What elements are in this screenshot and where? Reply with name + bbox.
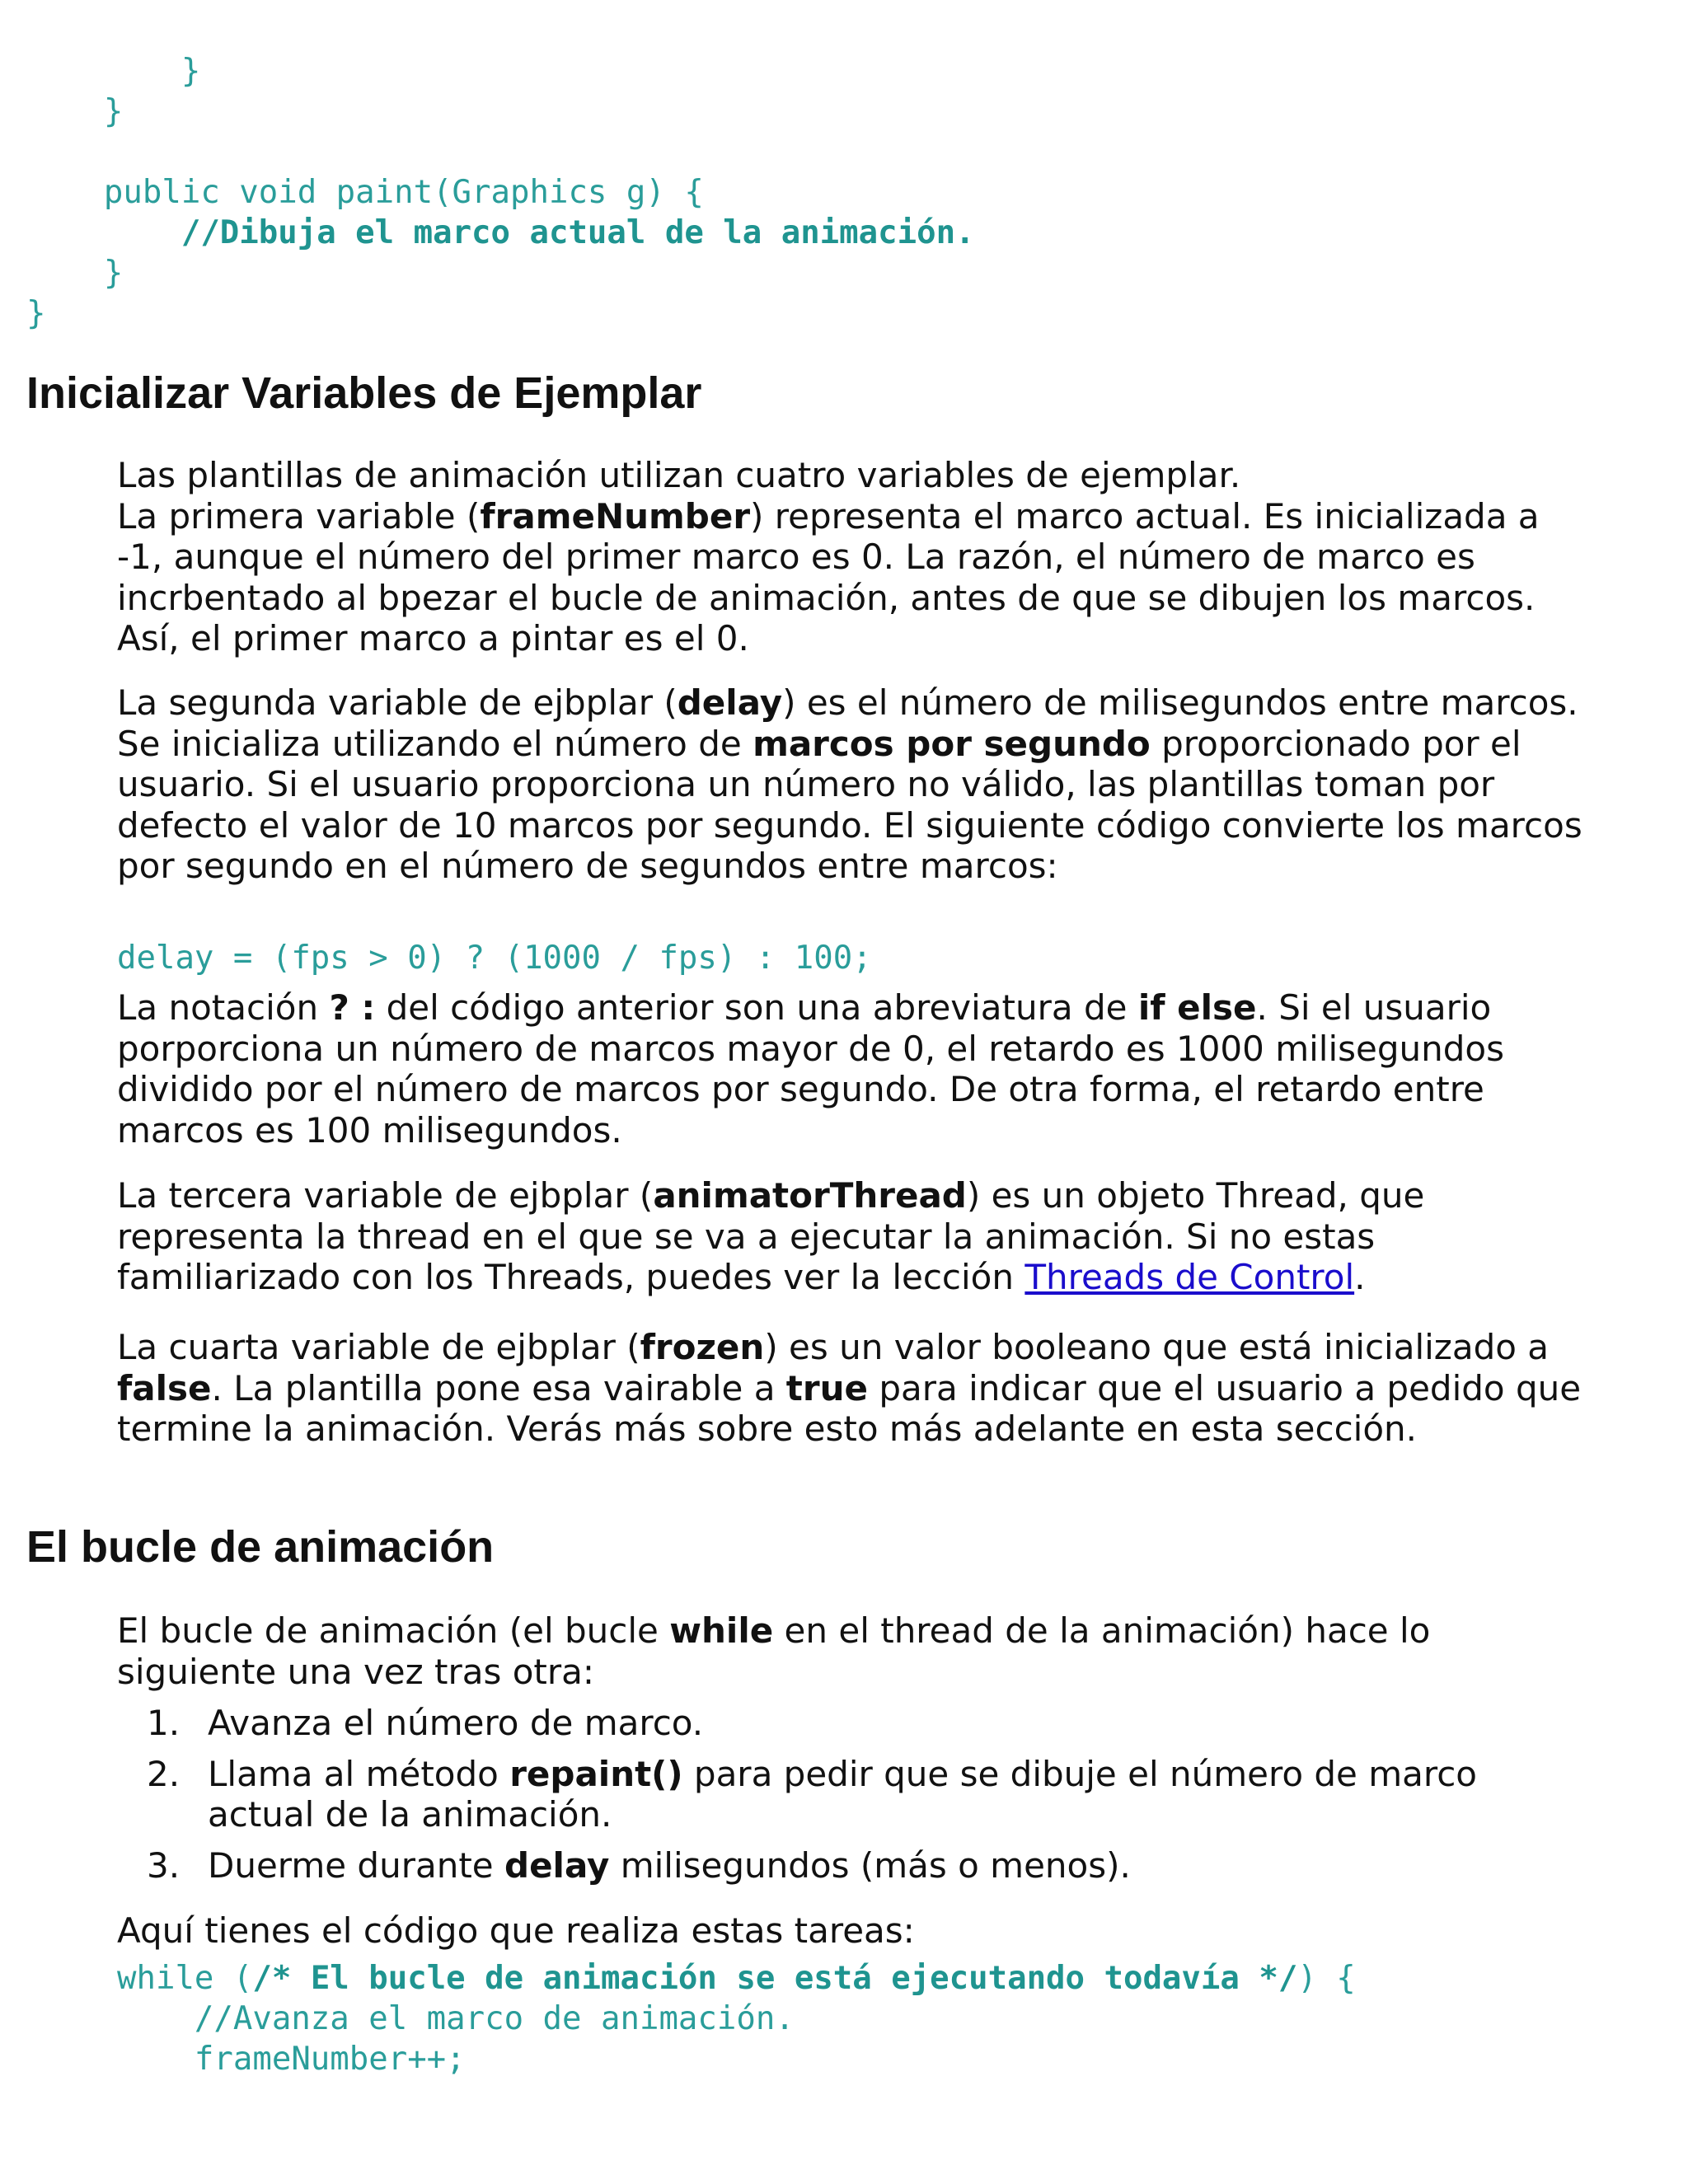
bold-term: animatorThread: [653, 1175, 967, 1216]
text: .: [1354, 1257, 1366, 1297]
text: Llama al método: [208, 1753, 510, 1794]
code-line: //Avanza el marco de animación.: [117, 2000, 795, 2037]
text: ) es un objeto Thread, que representa la thread en el que se va a ejecutar la animación. Si no estas familiarizado con los Threads, puedes ver la lección: [117, 1175, 1425, 1297]
text: ) es un valor booleano que está inicializado a: [764, 1327, 1550, 1367]
text: La notación: [117, 987, 330, 1028]
steps-list: [117, 1703, 1584, 1896]
code-line: frameNumber++;: [117, 2041, 466, 2078]
text: El bucle de animación (el bucle: [117, 1610, 670, 1651]
code-block-while: [117, 1958, 1356, 2079]
paragraph: [117, 1327, 1584, 1450]
paragraph: [117, 682, 1584, 887]
bold-term: if else: [1137, 987, 1257, 1028]
list-item: [117, 1845, 1584, 1886]
text: . La plantilla pone esa vairable a: [211, 1367, 786, 1408]
code-delay: delay = (fps > 0) ? (1000 / fps) : 100;: [117, 940, 872, 977]
list-item: [117, 1754, 1584, 1835]
code-text: ) {: [1297, 1960, 1356, 1997]
text: Avanza el número de marco.: [208, 1703, 704, 1743]
section-heading: Inicializar Variables de Ejemplar: [26, 368, 702, 418]
bold-term: while: [669, 1610, 774, 1651]
bold-term: marcos por segundo: [753, 723, 1151, 764]
code-line: }: [26, 255, 124, 292]
text: milisegundos (más o menos).: [609, 1844, 1131, 1886]
code-keyword: while (: [117, 1960, 253, 1997]
paragraph: [117, 1610, 1584, 1692]
code-line: }: [26, 93, 124, 130]
text: proporcionado por el usuario. Si el usuario proporciona un número no válido, las plantillas toman por defecto el valor de 10 marcos por segundo. El siguiente código convierte los marcos por segundo en el número de segundos entre marcos:: [117, 723, 1582, 886]
bold-term: frameNumber: [480, 495, 751, 537]
text: La primera variable (: [117, 495, 481, 537]
text: en el thread de la animación) hace lo siguiente una vez tras otra:: [117, 1610, 1431, 1692]
bold-term: false: [117, 1367, 212, 1408]
text: Las plantillas de animación utilizan cuatro variables de ejemplar.: [117, 455, 1241, 495]
text: para indicar que el usuario a pedido que termine la animación. Verás más sobre esto más adelante en esta sección.: [117, 1367, 1582, 1449]
text: del código anterior son una abreviatura de: [375, 987, 1138, 1028]
text: . Si el usuario porporciona un número de marcos mayor de 0, el retardo es 1000 milisegundos dividido por el número de marcos por segundo. De otra forma, el retardo entre marcos es 100 milisegundos.: [117, 987, 1504, 1151]
list-number: 2.: [147, 1753, 181, 1794]
code-comment: /* El bucle de animación se está ejecutando todavía */: [252, 1960, 1298, 1997]
text: La cuarta variable de ejbplar (: [117, 1327, 640, 1367]
text: Duerme durante: [208, 1844, 504, 1886]
paragraph: [117, 987, 1584, 1151]
code-line: }: [26, 53, 201, 90]
code-line: }: [26, 295, 46, 332]
paragraph: [117, 1175, 1584, 1298]
text: La tercera variable de ejbplar (: [117, 1175, 654, 1216]
section-heading: El bucle de animación: [26, 1522, 495, 1572]
paragraph: [117, 455, 1584, 659]
bold-term: frozen: [640, 1327, 765, 1367]
code-block-top: [26, 51, 975, 334]
text: La segunda variable de ejbplar (: [117, 682, 678, 723]
list-number: 3.: [147, 1844, 181, 1886]
bold-term: ? :: [329, 987, 376, 1028]
paragraph: Aquí tienes el código que realiza estas tareas:: [117, 1910, 915, 1951]
text: ) representa el marco actual. Es inicializada a -1, aunque el número del primer marco es 0. La razón, el número de marco es incrbentado al bpezar el bucle de animación, antes de que se dibujen los marcos. Así, el primer marco a pintar es el 0.: [117, 495, 1540, 658]
threads-de-control-link[interactable]: Threads de Control: [1025, 1257, 1355, 1297]
list-number: 1.: [147, 1703, 181, 1743]
code-comment: //Dibuja el marco actual de la animación.: [181, 214, 975, 251]
code-line: public void paint(Graphics g) {: [26, 174, 704, 211]
bold-term: delay: [677, 682, 783, 723]
bold-term: delay: [504, 1844, 610, 1886]
bold-term: repaint(): [509, 1753, 683, 1794]
text: para pedir que se dibuje el número de marco actual de la animación.: [208, 1753, 1477, 1835]
bold-term: true: [785, 1367, 868, 1408]
list-item: [117, 1703, 1584, 1744]
text: ) es el número de milisegundos entre marcos. Se inicializa utilizando el número de: [117, 682, 1578, 764]
